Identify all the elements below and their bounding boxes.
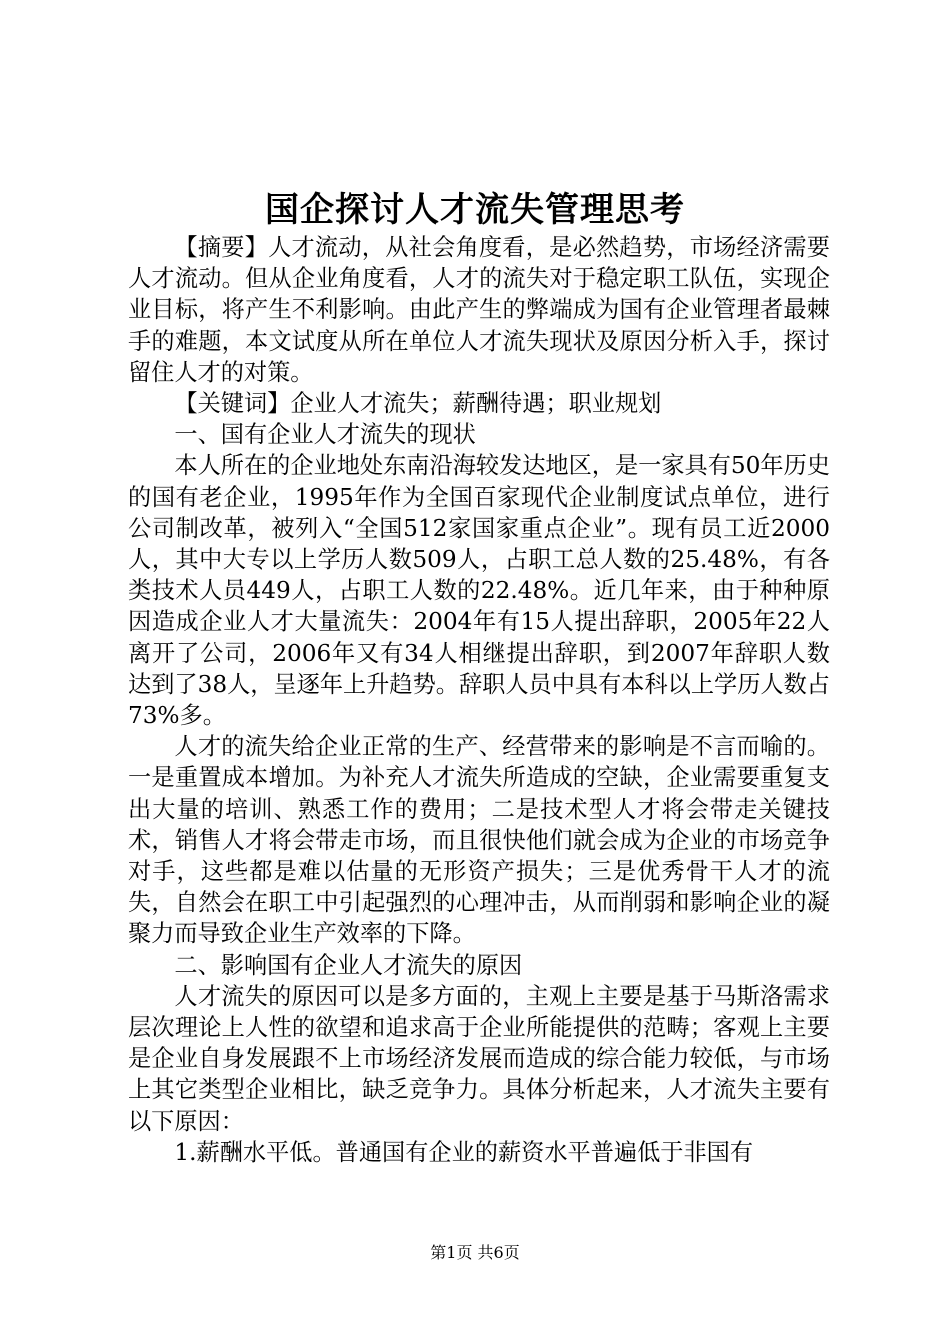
section-heading-2: 二、影响国有企业人才流失的原因 (174, 951, 523, 979)
keywords-paragraph: 【关键词】企业人才流失；薪酬待遇；职业规划 (174, 390, 662, 418)
document-body (128, 232, 830, 1168)
section-heading-1: 一、国有企业人才流失的现状 (174, 421, 476, 449)
body-paragraph: 本人所在的企业地处东南沿海较发达地区，是一家具有50年历史的国有老企业，1995年作为全国百家现代企业制度试点单位，进行公司制改革，被列入“全国512家国家重点企业”。现有员工近2000人，其中大专以上学历人数509人，占职工总人数的25.48%，有各类技术人员449人，占职工人数的22.48%。近几年来，由于种种原因造成企业人才大量流失：2004年有15人提出辞职，2005年22人离开了公司，2006年又有34人相继提出辞职，到2007年辞职人数达到了38人，呈逐年上升趋势。辞职人员中具有本科以上学历人数占73%多。 (128, 452, 830, 730)
page-footer: 第1页 共6页 (430, 1243, 520, 1262)
body-paragraph: 人才的流失给企业正常的生产、经营带来的影响是不言而喻的。一是重置成本增加。为补充人才流失所造成的空缺，企业需要重复支出大量的培训、熟悉工作的费用；二是技术型人才将会带走关键技术，销售人才将会带走市场，而且很快他们就会成为企业的市场竞争对手，这些都是难以估量的无形资产损失；三是优秀骨干人才的流失，自然会在职工中引起强烈的心理冲击，从而削弱和影响企业的凝聚力而导致企业生产效率的下降。 (128, 733, 830, 948)
body-paragraph: 人才流失的原因可以是多方面的，主观上主要是基于马斯洛需求层次理论上人性的欲望和追求高于企业所能提供的范畴；客观上主要是企业自身发展跟不上市场经济发展而造成的综合能力较低，与市场上其它类型企业相比，缺乏竞争力。具体分析起来，人才流失主要有以下原因： (128, 982, 830, 1135)
document-title: 国企探讨人才流失管理思考 (265, 190, 685, 230)
body-paragraph: 1.薪酬水平低。普通国有企业的薪资水平普遍低于非国有 (174, 1138, 754, 1166)
abstract-paragraph: 【摘要】人才流动，从社会角度看，是必然趋势，市场经济需要人才流动。但从企业角度看，人才的流失对于稳定职工队伍，实现企业目标，将产生不利影响。由此产生的弊端成为国有企业管理者最棘手的难题，本文试度从所在单位人才流失现状及原因分析入手，探讨留住人才的对策。 (128, 234, 830, 386)
